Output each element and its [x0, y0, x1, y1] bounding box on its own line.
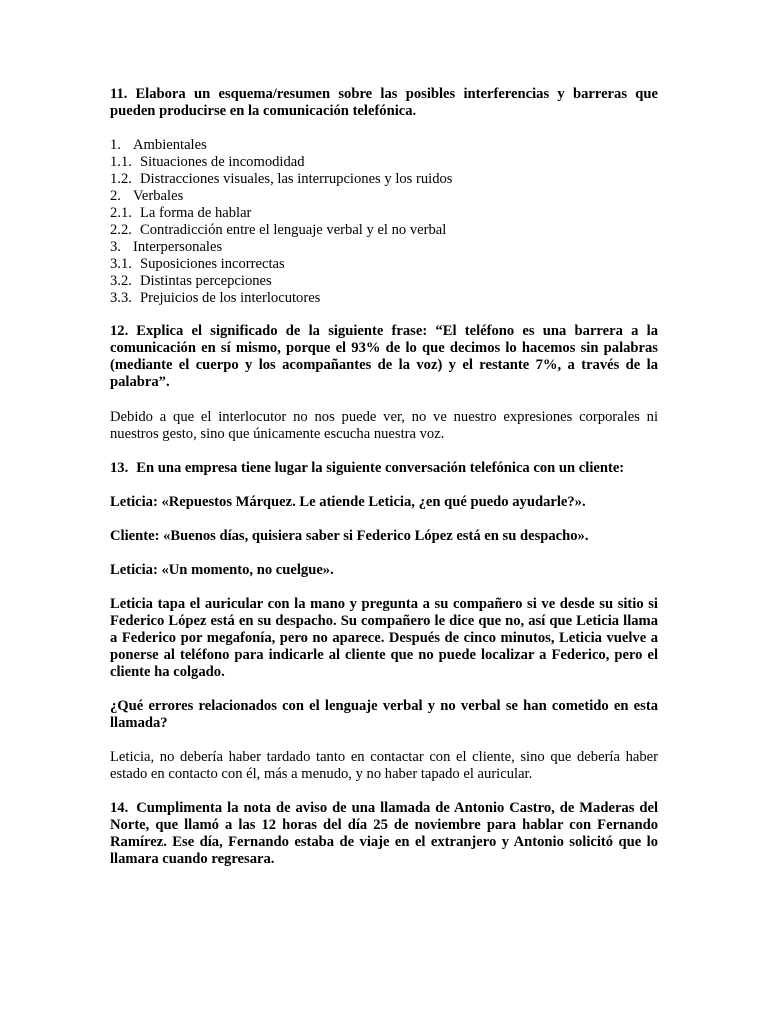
question-text: Cumplimenta la nota de aviso de una llamada de Antonio Castro, de Maderas del Norte, que llamó a las 12 horas del día 25 de noviembre para hablar con Fernando Ramírez. Ese día, Fernando estaba de viaje en el extranjero y Antonio solicitó que lo llamara cuando regresara. [110, 800, 658, 867]
narrative-paragraph: Leticia tapa el auricular con la mano y pregunta a su compañero si ve desde su sitio si Federico López está en su despacho. Su compañero le dice que no, así que Leticia llama a Federico por megafonía, pero no aparece. Después de cinco minutos, Leticia vuelve a ponerse al teléfono para indicarle al cliente que no puede localizar a Federico, pero el cliente ha colgado. [110, 596, 658, 680]
question-11 [110, 86, 658, 120]
dialogue-line: Leticia: «Repuestos Márquez. Le atiende Leticia, ¿en qué puedo ayudarle?». [110, 494, 586, 510]
question-13-prompt: ¿Qué errores relacionados con el lenguaje verbal y no verbal se han cometido en esta llamada? [110, 698, 658, 731]
question-number: 13. [110, 460, 129, 476]
outline-subitem: 2.1. La forma de hablar [110, 205, 252, 221]
question-text: Elabora un esquema/resumen sobre las posibles interferencias y barreras que pueden producirse en la comunicación telefónica. [110, 86, 658, 119]
outline-subitem: 2.2. Contradicción entre el lenguaje verbal y el no verbal [110, 222, 447, 238]
outline-subitem: 3.3. Prejuicios de los interlocutores [110, 290, 321, 306]
question-12 [110, 323, 658, 391]
outline-subitem: 1.1. Situaciones de incomodidad [110, 154, 305, 170]
question-number: 12. [110, 323, 129, 339]
outline-subitem: 1.2. Distracciones visuales, las interrupciones y los ruidos [110, 171, 453, 187]
outline-list [110, 137, 658, 307]
question-text: Explica el significado de la siguiente frase: “El teléfono es una barrera a la comunicación en sí mismo, porque el 93% de lo que decimos lo hacemos sin palabras (mediante el cuerpo y los acompañantes de la voz) y el restante 7%, a través de la palabra”. [110, 323, 658, 390]
outline-subitem: 3.1. Suposiciones incorrectas [110, 256, 285, 272]
outline-subitem: 3.2. Distintas percepciones [110, 273, 272, 289]
outline-item: 2. Verbales [110, 188, 184, 204]
question-text: En una empresa tiene lugar la siguiente conversación telefónica con un cliente: [136, 460, 625, 476]
question-number: 14. [110, 800, 129, 816]
answer-12: Debido a que el interlocutor no nos puede ver, no ve nuestro expresiones corporales ni nuestros gesto, sino que únicamente escucha nuestra voz. [110, 409, 658, 442]
answer-13: Leticia, no debería haber tardado tanto en contactar con el cliente, sino que debería haber estado en contacto con él, más a menudo, y no haber tapado el auricular. [110, 749, 658, 782]
outline-item: 3. Interpersonales [110, 239, 223, 255]
dialogue-line: Cliente: «Buenos días, quisiera saber si Federico López está en su despacho». [110, 528, 589, 544]
outline-item: 1. Ambientales [110, 137, 207, 153]
question-number: 11. [110, 86, 128, 102]
question-14 [110, 800, 658, 868]
question-13 [110, 460, 658, 477]
dialogue-line: Leticia: «Un momento, no cuelgue». [110, 562, 334, 578]
